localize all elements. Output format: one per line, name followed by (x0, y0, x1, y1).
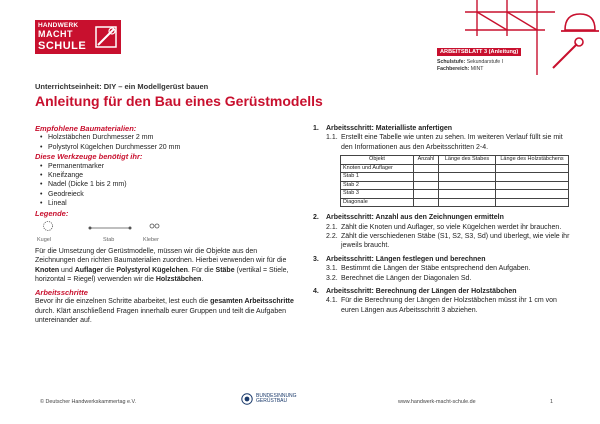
step-text: Berechnet die Längen der Diagonalen Sd. (341, 274, 472, 282)
list-item: • Geodreieck (48, 190, 295, 199)
logo-line-1: HANDWERK (38, 22, 79, 29)
table-row: Stab 2 (341, 181, 569, 190)
step-1: 1. Arbeitsschritt: Materialliste anfertigen 1.1. Erstellt eine Tabelle wie unten zu sehen. Im weiteren Verlauf füllt sie mit den Informationen aus den Arbeitsschritten 2-4. Objekt Anzahl Länge des Stabes Länge des Holzstäbchens Knoten und Auflager Stab 1 Stab 2 Stab 3 Diagonale (313, 124, 573, 207)
logo-line-2: MACHT (38, 29, 73, 39)
table-header: Anzahl (414, 156, 439, 165)
footer-copyright: © Deutscher Handwerkskammertag e.V. (40, 399, 137, 405)
table-row: Stab 3 (341, 190, 569, 199)
table-row: Stab 1 (341, 173, 569, 182)
step-title: Arbeitsschritt: Berechnung der Längen der Holzstäbchen (326, 288, 517, 296)
footer-url[interactable]: www.handwerk-macht-schule.de (398, 399, 476, 405)
table-header: Länge des Stabes (439, 156, 496, 165)
step-text: Erstellt eine Tabelle wie unten zu sehen. Im weiteren Verlauf füllt sie mit den Informationen aus den Arbeitsschritten 2-4. (341, 134, 563, 151)
legend-symbols-icon (35, 220, 165, 236)
table-header: Länge des Holzstäbchens (496, 156, 569, 165)
steps-paragraph: Bevor ihr die einzelnen Schritte abarbeitet, lest euch die gesamten Arbeitsschritte durch. Klärt anschließend Fragen innerhalb eurer Gruppen und teilt die Aufgaben untereinander auf. (35, 298, 294, 324)
wrench-icon (553, 38, 583, 68)
logo-line-3: SCHULE (38, 40, 87, 52)
helmet-icon (561, 14, 599, 31)
list-item: • Permanentmarker (48, 162, 295, 171)
table-row: Diagonale (341, 198, 569, 207)
left-column (35, 124, 295, 325)
sheet-info (437, 40, 521, 72)
step-text: Bestimmt die Längen der Stäbe entsprechend den Aufgaben. (341, 265, 531, 273)
legend-label-glue: Kleber (143, 237, 159, 244)
materials-list (35, 133, 295, 152)
intro-paragraph: Für die Umsetzung der Gerüstmodelle, müssen wir die Objekte aus den Zeichnungen den richten Baumaterialien zuordnen. Hierbei verwenden wir für die Knoten und Auflager die Polystyrol Kügelchen. Für die Stäbe (vertikal = Stiele, horizontal = Riegel) verwenden wir die Holzstäbchen. (35, 248, 289, 284)
list-item: • Kneifzange (48, 171, 295, 180)
step-3: 3. Arbeitsschritt: Längen festlegen und berechnen 3.1. Bestimmt die Längen der Stäbe entsprechend den Aufgaben. 3.2. Berechnet die Längen der Diagonalen Sd. (313, 255, 531, 282)
step-title: Arbeitsschritt: Materialliste anfertigen (326, 125, 453, 132)
right-column (313, 124, 573, 319)
unit-label: Unterrichtseinheit: DIY – ein Modellgerüst bauen (35, 82, 209, 91)
handwerk-logo (35, 20, 121, 54)
logo-tools-icon (93, 23, 119, 51)
page-title: Anleitung für den Bau eines Gerüstmodells (35, 93, 323, 109)
step-4: 4. Arbeitsschritt: Berechnung der Längen der Holzstäbchen 4.1. Für die Berechnung der Längen der Holzstäbchen müsst ihr 1 cm von euren Längen aus Arbeitsschritt 3 abziehen. (313, 287, 573, 315)
steps-heading: Arbeitsschritte (35, 287, 88, 297)
table-header: Objekt (341, 156, 414, 165)
step-text: Zählt die verschiedenen Stäbe (S1, S2, S3, Sd) und überlegt, wie viele ihr jeweils braucht. (341, 233, 570, 250)
step-2: 2. Arbeitsschritt: Anzahl aus den Zeichnungen ermitteln 2.1. Zählt die Knoten und Auflager, so viele Kügelchen werdet ihr brauchen. 2.2. Zählt die verschiedenen Stäbe (S1, S2, S3, Sd) und überlegt, wie viele ihr jeweils braucht. (313, 213, 573, 251)
step-text: Für die Berechnung der Längen der Holzstäbchen müsst ihr 1 cm von euren Längen aus Arbeitsschritt 3 abziehen. (341, 297, 557, 314)
page-number: 1 (550, 399, 553, 405)
materials-heading: Empfohlene Baumaterialien: (35, 124, 137, 133)
bundesinnung-logo-icon (241, 393, 253, 405)
legend (35, 220, 295, 244)
subject-area: Fachbereich: MINT (437, 66, 484, 72)
table-row: Knoten und Auflager (341, 164, 569, 173)
tools-list (35, 162, 295, 209)
step-title: Arbeitsschritt: Anzahl aus den Zeichnungen ermitteln (326, 214, 504, 222)
list-item: • Holzstäbchen Durchmesser 2 mm (48, 133, 295, 142)
legend-label-rod: Stab (103, 237, 115, 244)
tools-heading: Diese Werkzeuge benötigt ihr: (35, 152, 143, 162)
step-title: Arbeitsschritt: Längen festlegen und berechnen (326, 255, 486, 263)
school-level: Schulstufe: Sekundarstufe I (437, 59, 504, 65)
sheet-title: ARBEITSBLATT 3 (Anleitung) (437, 48, 521, 56)
legend-label-ball: Kugel (37, 237, 52, 244)
material-table (340, 155, 569, 207)
list-item: • Lineal (48, 199, 295, 208)
bundesinnung-logo: BUNDESINNUNG GERÜSTBAU (241, 393, 297, 405)
legend-heading: Legende: (35, 208, 69, 218)
list-item: • Nadel (Dicke 1 bis 2 mm) (48, 180, 295, 189)
list-item: • Polystyrol Kügelchen Durchmesser 20 mm (48, 143, 295, 152)
step-text: Zählt die Knoten und Auflager, so viele Kügelchen werdet ihr brauchen. (341, 223, 562, 231)
